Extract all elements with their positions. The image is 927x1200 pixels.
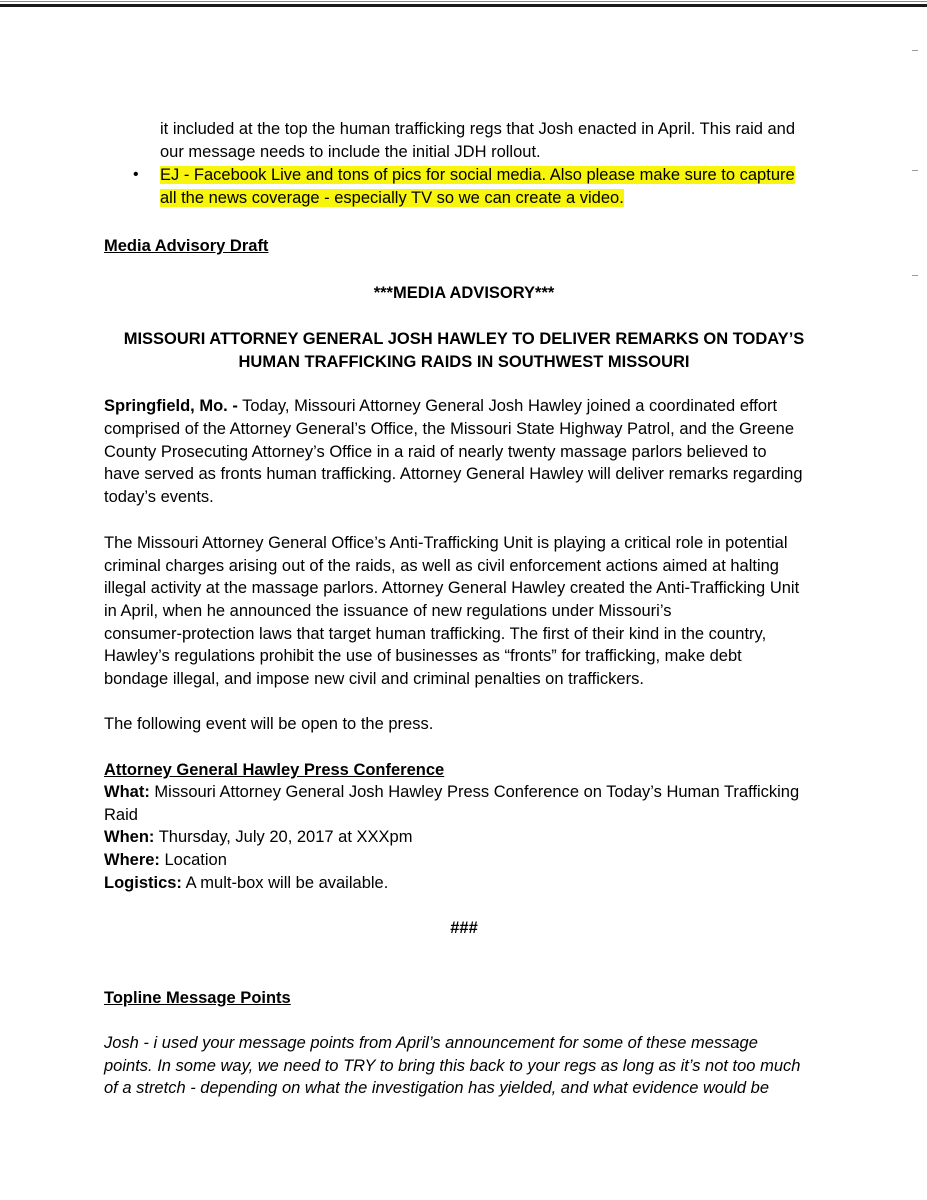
media-advisory-heading: Media Advisory Draft bbox=[104, 237, 269, 255]
note-line-3: of a stretch - depending on what the investigation has yielded, and what evidence would be bbox=[104, 1079, 770, 1097]
note-line-2: points. In some way, we need to TRY to bring this back to your regs as long as it’s not too much bbox=[104, 1057, 801, 1075]
para2-line-4: in April, when he announced the issuance of new regulations under Missouri’s bbox=[104, 602, 672, 620]
para2-line-3: illegal activity at the massage parlors. Attorney General Hawley created the Anti-Trafficking Unit bbox=[104, 579, 800, 597]
bullet-icon: • bbox=[133, 166, 139, 183]
fragment-line-2: our message needs to include the initial JDH rollout. bbox=[160, 143, 541, 161]
title-line-1: MISSOURI ATTORNEY GENERAL JOSH HAWLEY TO DELIVER REMARKS ON TODAY’S bbox=[123, 330, 805, 348]
bullet-text-line-2: all the news coverage - especially TV so we can create a video. bbox=[160, 189, 624, 207]
para2-line-5: consumer-protection laws that target human trafficking. The first of their kind in the country, bbox=[104, 625, 767, 643]
scan-artifact bbox=[912, 50, 918, 51]
event-heading: Attorney General Hawley Press Conference bbox=[104, 761, 445, 779]
when-label: When: bbox=[104, 828, 155, 846]
event-when: When: Thursday, July 20, 2017 at XXXpm bbox=[104, 828, 413, 846]
event-logistics: Logistics: A mult-box will be available. bbox=[104, 874, 389, 892]
para1-line-4: have served as fronts human trafficking. Attorney General Hawley will deliver remarks regarding bbox=[104, 465, 803, 483]
note-line-1: Josh - i used your message points from April’s announcement for some of these message bbox=[104, 1034, 758, 1052]
end-mark: ### bbox=[450, 919, 478, 937]
para2-line-6: Hawley’s regulations prohibit the use of businesses as “fronts” for trafficking, make debt bbox=[104, 647, 742, 665]
scan-artifact bbox=[912, 275, 918, 276]
what-label: What: bbox=[104, 783, 150, 801]
dateline: Springfield, Mo. - bbox=[104, 397, 238, 415]
para1-line-3: County Prosecuting Attorney’s Office in a raid of nearly twenty massage parlors believed to bbox=[104, 443, 767, 461]
bullet-text-line-1: EJ - Facebook Live and tons of pics for social media. Also please make sure to capture bbox=[160, 166, 795, 184]
para2-line-1: The Missouri Attorney General Office’s Anti-Trafficking Unit is playing a critical role in potential bbox=[104, 534, 788, 552]
para3: The following event will be open to the press. bbox=[104, 715, 434, 733]
fragment-line-1: it included at the top the human trafficking regs that Josh enacted in April. This raid and bbox=[160, 120, 796, 138]
advisory-label: ***MEDIA ADVISORY*** bbox=[373, 284, 555, 302]
para2-line-2: criminal charges arising out of the raids, as well as civil enforcement actions aimed at halting bbox=[104, 557, 779, 575]
event-where: Where: Location bbox=[104, 851, 227, 869]
event-what-line-1: What: Missouri Attorney General Josh Hawley Press Conference on Today’s Human Trafficking bbox=[104, 783, 800, 801]
topline-message-heading: Topline Message Points bbox=[104, 989, 291, 1007]
para1-line-2: comprised of the Attorney General’s Office, the Missouri State Highway Patrol, and the Greene bbox=[104, 420, 794, 438]
para1-line-1: Springfield, Mo. - Today, Missouri Attorney General Josh Hawley joined a coordinated effort bbox=[104, 397, 778, 415]
title-line-2: HUMAN TRAFFICKING RAIDS IN SOUTHWEST MISSOURI bbox=[238, 353, 690, 371]
page-top-rule bbox=[0, 4, 927, 7]
para1-line-5: today’s events. bbox=[104, 488, 214, 506]
logistics-label: Logistics: bbox=[104, 874, 182, 892]
event-what-line-2: Raid bbox=[104, 806, 138, 824]
where-label: Where: bbox=[104, 851, 160, 869]
scan-artifact bbox=[912, 170, 918, 171]
para2-line-7: bondage illegal, and impose new civil and criminal penalties on traffickers. bbox=[104, 670, 644, 688]
scan-edge-line bbox=[0, 1, 927, 2]
